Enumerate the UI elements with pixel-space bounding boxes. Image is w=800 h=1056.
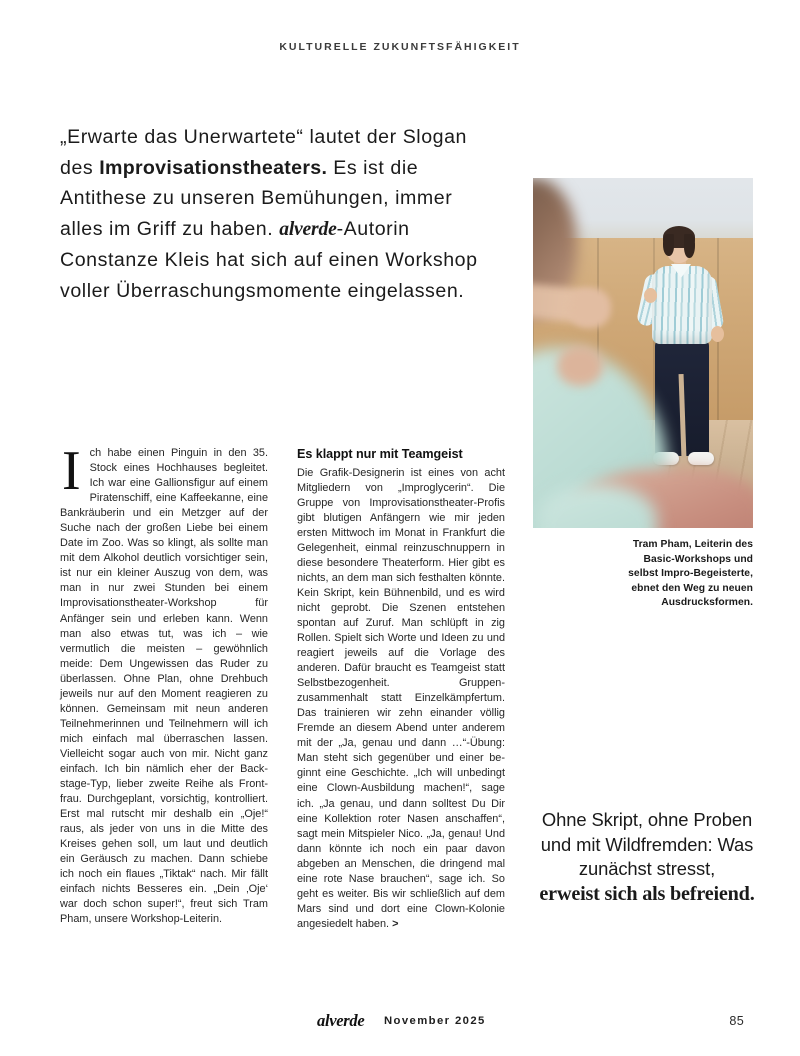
lead-paragraph [60,122,490,306]
workshop-photo [533,178,753,528]
photo-subject-striped-shirt [652,266,712,344]
footer-brand-wordmark: alverde [317,1011,365,1030]
body-column-2 [297,446,505,932]
body-column-1-paragraph [60,440,268,928]
pull-quote-sans-line: Ohne Skript, ohne Proben und mit Wildfremden: Was zunächst stresst, [540,809,754,880]
lead-text-bold: Improvisationstheaters. [99,156,328,179]
running-head: KULTURELLE ZUKUNFTSFÄHIGKEIT [279,41,521,53]
photo-subject-hair-right [684,234,695,258]
lead-text-part1: „Erwarte das Unerwartete“ lautet der Slogan des [60,126,468,179]
pull-quote [533,808,761,907]
photo-foreground-hand [569,288,611,328]
lead-text-part2: Es ist die Antithese zu unseren Bemühungen, immer alles im Griff zu haben. [60,156,453,240]
body-column-2-paragraph [297,466,505,932]
footer-issue-date: November 2025 [384,1015,486,1027]
photo-subject-hair-left [663,234,674,256]
photo-subject-right-shoe [688,452,714,465]
continuation-arrow: > [392,917,399,930]
photo-caption: Tram Pham, Leiterin des Basic-Workshops und selbst Impro-Begeisterte, ebnet den Weg zu neuen Ausdrucksformen. [628,539,753,609]
page-number: 85 [729,1014,744,1028]
brand-wordmark-inline: alverde [279,218,337,240]
lead-text-part3: -Autorin Constanze Kleis hat sich auf einen Workshop voller Überraschungsmomente eingelassen. [60,217,478,302]
drop-cap: I [62,440,81,502]
body-column-1 [60,440,268,928]
photo-subject-right-hand [711,326,724,342]
photo-foreground-hand-second [557,346,603,386]
body-column-1-text: ch habe einen Pinguin in den 35. Stock eines Hochhauses begleitet. Ich war eine Gallionsfigur auf einem Piratenschiff, eine Kaffeekanne, eine Bankräuberin und ein Metzger auf der Suche nach der großen Liebe bei einem Date im Zoo. Was so klingt, als sollte man mit dem Alkohol deutlich vorsichtiger sein, ist nur ein kleiner Auszug von dem, was man in nur zwei Stunden bei einem Improvisationstheater-Workshop für Anfänger sein und erleben kann. Wenn man also etwas tut, was ich – wie vermutlich die meisten – gewöhnlich meide: Dem Ungewissen das Ruder zu überlassen. Ohne Plan, ohne Drehbuch jeweils nur auf den Moment reagieren zu können. Gemeinsam mit neun anderen Teilnehmerinnen und Teilnehmern will ich mich einfach mal überraschen lassen. Vielleicht sogar auch von mir. Nicht ganz einfach. Ich bin nämlich eher der Backstage-Typ, lieber zweite Reihe als Frontfrau. Durchgeplant, vorsichtig, kontrolliert. Erst mal rutscht mir deshalb ein „Oje!“ raus, als jeder von uns in die Mitte des Kreises gehen soll, um laut und deutlich ein Geräusch zu machen. Dann schiebe ich noch ein flaues „Tiktak“ nach. Mir fällt einfach nichts Besseres ein. „Dein ‚Oje‘ war doch schon super!“, freut sich Tram Pham, unsere Workshop-Leiterin. [60,447,268,926]
section-subheading: Es klappt nur mit Teamgeist [297,447,463,461]
body-column-2-text: Die Grafik-Designerin ist eines von acht Mitgliedern von „Improglycerin“. Die Gruppe von Improvisationstheater-Profis gibt blutigen Anfängern wie mir jeden ersten Mittwoch im Monat in Frankfurt die Gelegenheit, einmal reinzuschnuppern in diese besondere Theaterform. Hier gibt es nichts, an dem man sich festhalten könnte. Kein Skript, kein Bühnenbild, und es wird nicht geprobt. Die Szenen entstehen spontan auf Zuruf. Man schlüpft in zig Rollen. Spielt sich Worte und Ideen zu und reagiert jeweils auf die Vorlage des anderen. Dafür braucht es Teamgeist statt Selbstbezogenheit. Gruppenzusammenhalt statt Einzelkämpfertum. Das trainieren wir zehn einander völlig Fremde an diesem Abend unter anderem mit der „Ja, genau und dann …“-Übung: Man steht sich gegenüber und einer beginnt eine Geschichte. „Ich will unbedingt eine Clown-Ausbildung machen!“, sage ich. „Ja genau, und dann solltest Du Dir eine Kollektion roter Nasen anschaffen“, sagt mein Mitspieler Nico. „Ja, genau! Und dann könnte ich noch ein paar davon abgeben an Menschen, die dringend mal eine rote Nase brauchen“, sage ich. So geht es weiter. Bis wir schließlich auf dem Mars sind und dort eine Clown-Kolonie angesiedelt haben. [297,466,505,930]
pull-quote-serif-line: erweist sich als befreiend. [539,882,755,905]
photo-subject-left-hand [644,288,657,303]
